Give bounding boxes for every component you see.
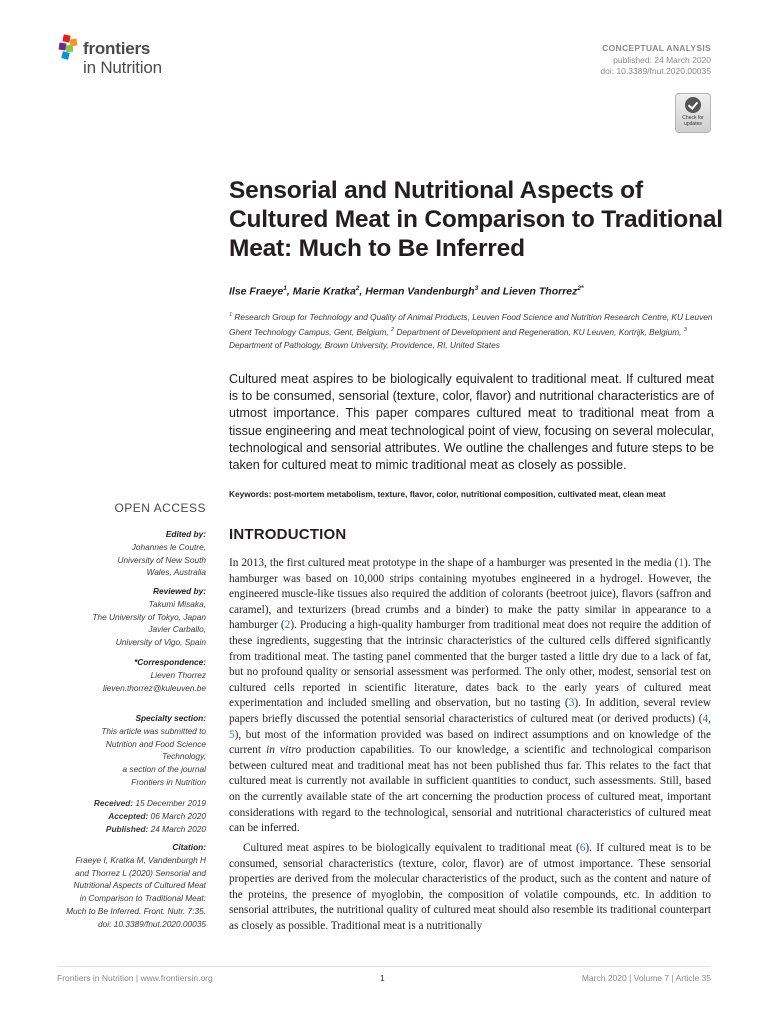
received-label: Received: <box>93 798 134 808</box>
affiliation-marker: 3 <box>683 326 687 333</box>
author-list <box>229 285 729 298</box>
published-date: 24 March 2020 <box>150 823 206 834</box>
author-name[interactable]: Marie Kratka <box>292 285 356 298</box>
specialty-line: Frontiers in Nutrition <box>131 776 206 787</box>
paragraph-text: In 2013, the first cultured meat prototype in the shape of a hamburger was presented in the media ( <box>229 557 679 569</box>
footer-divider <box>57 966 711 967</box>
citation-block <box>46 841 206 931</box>
author-affiliation-marker: 3 <box>474 285 479 292</box>
article-title: Sensorial and Nutritional Aspects of Cultured Meat in Comparison to Traditional Meat: Much to Be Inferred <box>229 177 723 262</box>
specialty-label: Specialty section: <box>135 713 206 723</box>
affiliation-text: Department of Pathology, Brown University, Providence, RI, United States <box>229 339 500 350</box>
author-name[interactable]: Lieven Thorrez <box>502 285 578 298</box>
citation-line: Fraeye I, Kratka M, Vandenburgh H <box>75 854 206 865</box>
check-for-updates-icon <box>685 97 701 113</box>
abstract: Cultured meat aspires to be biologically equivalent to traditional meat. If cultured meat is to be consumed, sensorial (texture, color, flavor) and nutritional characteristics are of utmost importance. This paper compares cultured meat to traditional meat from a tissue engineering and meat technological point of view, focusing on several molecular, technological and sensorial attributes. We outline the challenges and future steps to be taken for cultured meat to mimic traditional meat as closely as possible. <box>229 372 714 473</box>
journal-name-secondary: in Nutrition <box>83 58 162 77</box>
reviewed-by-block <box>46 585 206 649</box>
check-for-updates-button[interactable] <box>675 93 711 133</box>
reviewer-line: University of Vigo, Spain <box>115 637 206 648</box>
section-heading: INTRODUCTION <box>229 526 347 543</box>
body-paragraph-1 <box>229 556 711 837</box>
keywords-label: Keywords: <box>229 489 272 499</box>
journal-name-primary: frontiers <box>83 39 151 58</box>
article-type: CONCEPTUAL ANALYSIS <box>602 43 711 53</box>
open-access-label: OPEN ACCESS <box>114 501 206 515</box>
publication-date: published: 24 March 2020 <box>613 55 711 65</box>
paragraph-text: in vitro <box>266 744 301 757</box>
editor-line: University of New South <box>117 554 206 565</box>
accepted-label: Accepted: <box>108 810 149 821</box>
correspondence-name: Lieven Thorrez <box>150 669 206 680</box>
reference-link[interactable]: 2 <box>284 619 291 632</box>
reviewer-line: Takumi Misaka, <box>148 598 206 609</box>
keywords <box>229 489 719 499</box>
reviewed-by-label: Reviewed by: <box>152 586 206 596</box>
citation-line: Nutritional Aspects of Cultured Meat <box>73 880 206 891</box>
edited-by-block <box>46 528 206 579</box>
author-affiliation-marker: 2* <box>577 285 584 292</box>
paragraph-text: ). In addition, several review papers briefly discussed the potential sensorial characteristics of cultured meat (or derived products) ( <box>229 697 711 725</box>
frontiers-logo-icon <box>57 33 81 63</box>
reference-link[interactable]: 3 <box>568 697 575 710</box>
footer-issue-info: March 2020 | Volume 7 | Article 35 <box>581 973 711 983</box>
author-separator: , <box>359 285 366 298</box>
keywords-list: post-mortem metabolism, texture, flavor, color, nutritional composition, cultivated meat, clean meat <box>273 489 666 499</box>
affiliation-marker: 1 <box>229 312 233 318</box>
paragraph-text: , <box>708 712 711 725</box>
reference-link[interactable]: 4 <box>702 712 709 725</box>
citation-doi[interactable]: doi: 10.3389/fnut.2020.00035 <box>98 918 206 929</box>
specialty-line: Technology, <box>162 751 206 762</box>
editor-line: Wales, Australia <box>146 567 206 578</box>
affiliation-marker: 2 <box>391 326 395 333</box>
paragraph-text: ). If cultured meat is to be consumed, sensorial characteristics (texture, color, flavor) are of utmost importance. These sensorial properties are derived from the molecular characteristics of the product, such as the content and nature of the proteins, the presence of myoglobin, the composition of volatile compounds, etc. In addition to sensorial attributes, the nutritional quality of cultured meat should also resemble its traditional counterpart as closely as possible. Traditional meat is a nutritionally <box>229 842 711 932</box>
dates-block <box>46 797 206 835</box>
author-affiliation-marker: 1 <box>283 285 287 292</box>
correspondence-email[interactable]: lieven.thorrez@kuleuven.be <box>103 682 206 693</box>
paragraph-text: production capabilities. To our knowledge, a scientific and technological comparison between cultured meat and traditional meat has not been published thus far. This relates to the fact that cultured meat is currently not available in sufficient quantities to conduct, such assessments. Still, based on the currently available state of the art concerning the production process of cultured meat, important considerations with regard to the technological, sensorial and nutritional characteristics of cultured meat can be inferred. <box>229 744 712 835</box>
reference-link[interactable]: 1 <box>678 557 685 569</box>
author-affiliation-marker: 2 <box>355 285 360 292</box>
check-for-updates-label: Check for updates <box>682 115 704 127</box>
reference-link[interactable]: 5 <box>229 728 235 741</box>
specialty-line: Nutrition and Food Science <box>105 738 206 749</box>
page-number: 1 <box>380 973 385 983</box>
affiliation-text: Research Group for Technology and Quality of Animal Products, Leuven Food Science and Nutrition Research Centre, KU Leuven Ghent Technology Campus, Gent, Belgium, <box>229 311 713 337</box>
citation-line: in Comparison to Traditional Meat: <box>79 893 206 904</box>
journal-logo[interactable] <box>57 33 197 81</box>
author-separator: and <box>478 285 503 298</box>
published-label: Published: <box>105 823 149 834</box>
affiliation-text: Department of Development and Regeneration, KU Leuven, Kortrijk, Belgium, <box>396 326 684 337</box>
specialty-line: This article was submitted to <box>101 725 206 736</box>
reviewer-line: The University of Tokyo, Japan <box>92 611 206 622</box>
body-paragraph-2 <box>229 841 711 935</box>
reference-link[interactable]: 6 <box>579 842 586 854</box>
paragraph-text: Cultured meat aspires to be biologically equivalent to traditional meat ( <box>243 842 580 854</box>
footer-journal-link[interactable]: Frontiers in Nutrition | www.frontiersin.org <box>57 973 213 983</box>
specialty-line: a section of the journal <box>122 764 206 775</box>
correspondence-label: *Correspondence: <box>134 657 206 667</box>
citation-line: and Thorrez L (2020) Sensorial and <box>75 867 206 878</box>
author-name[interactable]: Herman Vandenburgh <box>365 285 475 298</box>
citation-line: Much to Be Inferred. Front. Nutr. 7:35. <box>66 905 206 916</box>
received-date: 15 December 2019 <box>135 798 206 808</box>
author-separator: , <box>286 285 293 298</box>
correspondence-block <box>46 656 206 694</box>
paragraph-text: ). The hamburger was based on 10,000 strips containing myotubes engineered in a hydrogel. However, the engineered muscle-like tissues also required the addition of colorants (beetroot juice), flavors (saffron and caramel), and texturizers (bread crumbs and a binder) to make the patty similar in appearance to a hamburger ( <box>229 557 711 632</box>
paragraph-text: ), but most of the information provided was based on indirect assumptions and on knowledge of the current <box>229 728 711 757</box>
paragraph-text: ). Producing a high-quality hamburger from traditional meat does not require the addition of these ingredients, suggesting that the intrinsic characteristics of the cultured cells differed significantly from traditional meat. The tasting panel commented that the burger tasted a little dry due to a lack of fat, but no profound quality or sensorial assessment was performed. The only other, modest, sensorial test on cultured cells reported in scientific literature, dates back to the early years of cultured meat experimentation and included smelling and observation, but no tasting ( <box>229 619 711 710</box>
accepted-date: 06 March 2020 <box>150 810 206 821</box>
citation-label: Citation: <box>172 842 206 852</box>
affiliations <box>229 309 713 352</box>
edited-by-label: Edited by: <box>165 529 206 539</box>
author-name[interactable]: Ilse Fraeye <box>229 285 284 298</box>
editor-line: Johannes le Coutre, <box>131 541 206 552</box>
reviewer-line: Javier Carballo, <box>148 624 206 635</box>
specialty-section-block <box>46 712 206 789</box>
article-doi[interactable]: doi: 10.3389/fnut.2020.00035 <box>600 66 711 76</box>
